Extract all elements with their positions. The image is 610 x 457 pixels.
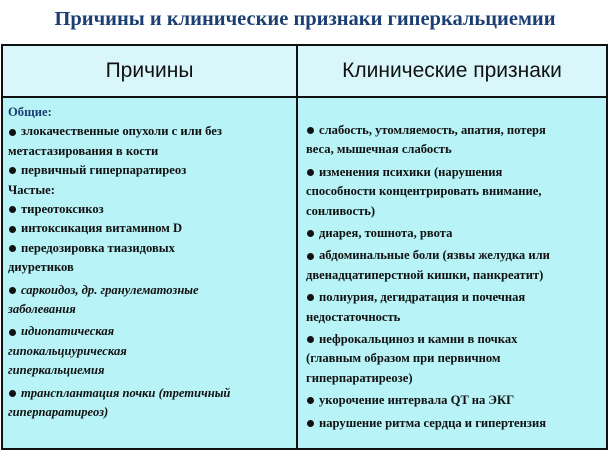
clinical-sign-item xyxy=(306,330,602,388)
item-text: трансплантация почки (третичный xyxy=(21,385,231,400)
item-text: передозировка тиазидовых xyxy=(21,240,175,255)
item-text: сонливость) xyxy=(306,203,376,218)
cause-item xyxy=(8,239,292,278)
item-line xyxy=(306,140,602,159)
item-line xyxy=(8,161,292,180)
item-line xyxy=(8,239,292,258)
bullet-icon xyxy=(9,167,16,174)
item-text: абдоминальные боли (язвы желудка или xyxy=(319,248,550,263)
item-line xyxy=(8,258,292,277)
item-text: заболевания xyxy=(8,302,76,317)
clinical-sign-item xyxy=(306,414,602,433)
item-line xyxy=(306,308,602,327)
item-line xyxy=(306,182,602,201)
clinical-sign-item xyxy=(306,391,602,410)
bullet-icon xyxy=(307,397,314,404)
clinical-sign-item xyxy=(306,288,602,327)
item-text: полиурия, дегидратация и почечная xyxy=(319,290,526,305)
item-text: веса, мышечная слабость xyxy=(306,142,452,157)
bullet-icon xyxy=(307,127,314,134)
cause-item-rare xyxy=(8,384,292,423)
item-line xyxy=(8,361,292,380)
clinical-signs-column xyxy=(298,98,606,448)
causes-column xyxy=(3,98,296,448)
item-line xyxy=(8,122,292,141)
clinical-sign-item xyxy=(306,163,602,221)
bullet-icon xyxy=(9,129,16,136)
item-text: гиперкальциемия xyxy=(8,363,105,378)
item-line xyxy=(8,403,292,422)
item-line xyxy=(306,224,602,243)
item-text: диуретиков xyxy=(8,260,74,275)
item-line xyxy=(8,300,292,319)
item-text: нефрокальциноз и камни в почках xyxy=(319,332,518,347)
bullet-icon xyxy=(307,420,314,427)
general-causes-label: Общие: xyxy=(8,105,52,119)
bullet-icon xyxy=(9,226,16,233)
item-line xyxy=(306,330,602,349)
cause-item xyxy=(8,161,292,180)
cause-item xyxy=(8,219,292,238)
item-line xyxy=(306,391,602,410)
item-text: недостаточность xyxy=(306,309,401,324)
bullet-icon xyxy=(9,245,16,252)
item-text: идиопатическая xyxy=(21,324,115,339)
item-text: гиперпаратиреоз) xyxy=(8,405,109,420)
cause-item xyxy=(8,200,292,219)
bullet-icon xyxy=(307,336,314,343)
item-text: первичный гиперпаратиреоз xyxy=(21,163,187,178)
clinical-sign-item xyxy=(306,121,602,160)
item-text: укорочение интервала QT на ЭКГ xyxy=(319,393,515,408)
item-line xyxy=(306,288,602,307)
cause-item xyxy=(8,122,292,161)
item-text: (главным образом при первичном xyxy=(306,351,501,366)
item-line xyxy=(306,202,602,221)
item-line xyxy=(306,349,602,368)
item-text: способности концентрировать внимание, xyxy=(306,184,542,199)
clinical-sign-item xyxy=(306,246,602,285)
slide-title: Причины и клинические признаки гиперкальциемии xyxy=(54,8,556,30)
item-line xyxy=(306,266,602,285)
causes-signs-table xyxy=(1,44,608,450)
cause-item-rare xyxy=(8,281,292,320)
item-line xyxy=(8,142,292,161)
item-text: злокачественные опухоли с или без xyxy=(21,124,222,139)
table-header-row xyxy=(3,46,606,98)
item-text: гиперпаратиреозе) xyxy=(306,370,413,385)
bullet-icon xyxy=(307,169,314,176)
bullet-icon xyxy=(9,206,16,213)
item-text: метастазирования в кости xyxy=(8,143,159,158)
item-line xyxy=(306,121,602,140)
bullet-icon xyxy=(307,253,314,260)
item-line xyxy=(8,384,292,403)
frequent-causes-label: Частые: xyxy=(8,182,55,197)
item-text: диарея, тошнота, рвота xyxy=(319,226,453,241)
bullet-icon xyxy=(307,230,314,237)
item-text: двенадцатиперстной кишки, панкреатит) xyxy=(306,267,544,282)
item-text: гипокальциурическая xyxy=(8,343,127,358)
bullet-icon xyxy=(9,390,16,397)
item-text: тиреотоксикоз xyxy=(21,202,104,217)
bullet-icon xyxy=(9,329,16,336)
clinical-sign-item xyxy=(306,224,602,243)
bullet-icon xyxy=(307,294,314,301)
item-text: изменения психики (нарушения xyxy=(319,164,503,179)
item-line xyxy=(8,322,292,341)
item-line xyxy=(8,200,292,219)
header-causes: Причины xyxy=(105,59,194,82)
item-line xyxy=(8,219,292,238)
item-text: интоксикация витамином D xyxy=(21,221,183,236)
item-line xyxy=(306,163,602,182)
cause-item-rare xyxy=(8,322,292,380)
bullet-icon xyxy=(9,287,16,294)
item-line xyxy=(306,246,602,265)
item-text: нарушение ритма сердца и гипертензия xyxy=(319,415,547,430)
item-line xyxy=(8,342,292,361)
item-line xyxy=(8,281,292,300)
item-text: саркоидоз, др. гранулематозные xyxy=(21,282,199,297)
item-text: слабость, утомляемость, апатия, потеря xyxy=(319,123,546,137)
item-line xyxy=(306,414,602,433)
item-line xyxy=(306,369,602,388)
header-clinical-signs: Клинические признаки xyxy=(342,59,562,82)
column-divider xyxy=(296,46,298,448)
